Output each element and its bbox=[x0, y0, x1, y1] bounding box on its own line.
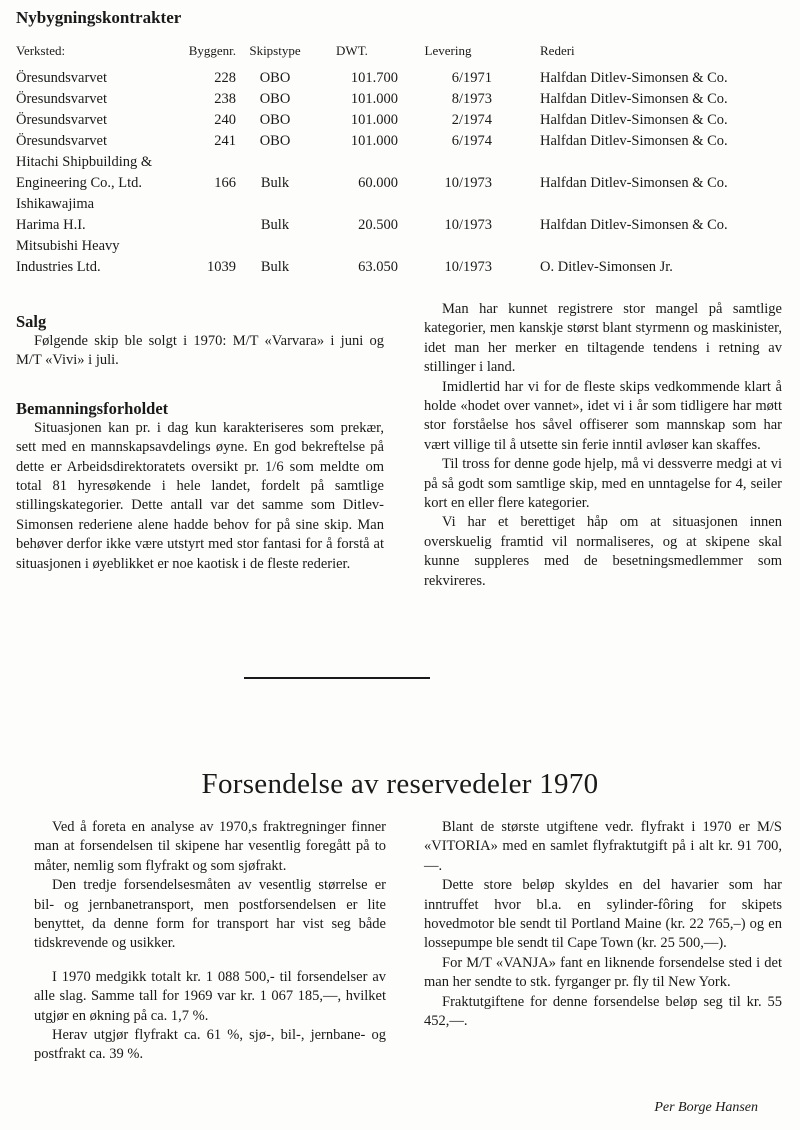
ship-type-cell-value: Bulk bbox=[260, 259, 290, 275]
delivery-cell bbox=[404, 194, 512, 236]
ship-type-cell bbox=[244, 131, 306, 152]
delivery-cell bbox=[404, 131, 512, 152]
ship-type-cell bbox=[244, 68, 306, 89]
build-number-cell-value: 240 bbox=[214, 112, 236, 128]
delivery-cell-value: 10/1973 bbox=[444, 259, 492, 275]
article-right-column bbox=[424, 818, 782, 1031]
build-number-cell-value: 166 bbox=[214, 175, 236, 191]
dwt-cell-value: 101.000 bbox=[350, 91, 398, 107]
bemanning-paragraph-1: Situasjonen kan pr. i dag kun karakteriseres som prekær, sett med en mannskapsavdelings øyne. En god bekreftelse på dette er Arbeidsdirektoratets oversikt pr. 1/6 som meldte om total 81 hyresøkende i hele landet, fordelt på samtlige stillingskategorier. Dette antall var det samme som Ditlev-Simonsen rederiene alene hadde behov for på sine skip. Man behøver derfor ikke være utstyrt med stor fantasi for å forstå at situasjonen i øyeblikket er noe kaotisk i de fleste rederier. bbox=[16, 419, 384, 572]
yard-cell bbox=[16, 89, 174, 110]
article-left-paragraph-3: I 1970 medgikk totalt kr. 1 088 500,- til forsendelser av alle slag. Samme tall for 1969 var kr. 1 067 185,—, hvilket utgjør en økning på ca. 1,7 %. bbox=[34, 968, 386, 1024]
owner-cell-value: O. Ditlev-Simonsen Jr. bbox=[540, 259, 673, 275]
article-right-paragraph-3: For M/T «VANJA» fant en liknende forsendelse sted i det man her sendte to stk. fyrganger pr. fly til New York. bbox=[424, 954, 782, 991]
column-header-delivery: Levering bbox=[424, 43, 472, 58]
table-row bbox=[16, 131, 736, 152]
table-row bbox=[16, 152, 736, 194]
dwt-cell bbox=[306, 89, 404, 110]
yard-cell bbox=[16, 110, 174, 131]
build-number-cell-value: 238 bbox=[214, 91, 236, 107]
section-divider bbox=[244, 677, 430, 679]
owner-cell-value: Halfdan Ditlev-Simonsen & Co. bbox=[540, 112, 728, 128]
dwt-cell-value: 101.000 bbox=[350, 133, 398, 149]
right-column bbox=[424, 300, 782, 591]
owner-cell bbox=[512, 68, 736, 89]
build-number-cell-value: 241 bbox=[214, 133, 236, 149]
yard-name-line-1: Mitsubishi Heavy bbox=[16, 238, 120, 254]
owner-cell-value: Halfdan Ditlev-Simonsen & Co. bbox=[540, 70, 728, 86]
bemanning-paragraph-3: Imidlertid har vi for de fleste skips vedkommende klart å holde «hodet over vannet», idet vi i år som tidligere har møtt stor forståelse hos såvel offiserer som mannskap som har vært villige til å utsette sin ferie inntil avløser kan skaffes. bbox=[424, 378, 782, 453]
ship-type-cell-value: OBO bbox=[259, 133, 291, 149]
ship-type-cell bbox=[244, 194, 306, 236]
article-left-paragraph-4: Herav utgjør flyfrakt ca. 61 %, sjø-, bil-, jernbane- og postfrakt ca. 39 %. bbox=[34, 1027, 386, 1063]
article-left-paragraph-2: Den tredje forsendelsesmåten av vesentlig størrelse er bil- og jernbanetransport, men postforsendelsen er lite benyttet, da denne form for transport har vist seg både tidskrevende og usikker. bbox=[34, 877, 386, 952]
yard-cell bbox=[16, 236, 174, 278]
delivery-cell-value: 10/1973 bbox=[444, 175, 492, 191]
bemanning-paragraph-2: Man har kunnet registrere stor mangel på samtlige kategorier, men kanskje størst blant styrmenn og maskinister, idet man her merker en tiltagende tendens i retning av stillinger i land. bbox=[424, 301, 782, 376]
yard-name-line-1: Öresundsvarvet bbox=[16, 91, 108, 107]
dwt-cell-value: 101.000 bbox=[350, 112, 398, 128]
salg-text: Følgende skip ble solgt i 1970: M/T «Varvara» i juni og M/T «Vivi» i juli. bbox=[16, 333, 384, 369]
left-column bbox=[16, 312, 384, 574]
yard-name-line-1: Öresundsvarvet bbox=[16, 133, 108, 149]
ship-type-cell bbox=[244, 110, 306, 131]
build-number-cell bbox=[174, 152, 244, 194]
bemanning-heading: Bemanningsforholdet bbox=[16, 398, 169, 418]
owner-cell bbox=[512, 89, 736, 110]
dwt-cell-value: 60.000 bbox=[358, 175, 398, 191]
build-number-cell bbox=[174, 110, 244, 131]
table-row bbox=[16, 194, 736, 236]
article-left-column bbox=[34, 818, 386, 1065]
column-header-owner: Rederi bbox=[540, 43, 575, 58]
delivery-cell-value: 6/1971 bbox=[451, 70, 492, 86]
yard-name-line-1: Öresundsvarvet bbox=[16, 112, 108, 128]
dwt-cell bbox=[306, 131, 404, 152]
dwt-cell-value: 101.700 bbox=[350, 70, 398, 86]
bemanning-paragraph-5: Vi har et berettiget håp om at situasjonen innen overskuelig framtid vil normaliseres, og at skipene skal kunne suppleres med de besetningsmedlemmer som rekvireres. bbox=[424, 514, 782, 589]
article-right-paragraph-1: Blant de største utgiftene vedr. flyfrakt i 1970 er M/S «VITORIA» med en samlet flyfraktutgift på i alt kr. 91 700,—. bbox=[424, 819, 782, 874]
table-row bbox=[16, 68, 736, 89]
dwt-cell bbox=[306, 152, 404, 194]
owner-cell-value: Halfdan Ditlev-Simonsen & Co. bbox=[540, 133, 728, 149]
ship-type-cell-value: OBO bbox=[259, 70, 291, 86]
owner-cell bbox=[512, 236, 736, 278]
column-header-ship-type: Skipstype bbox=[249, 43, 301, 58]
owner-cell bbox=[512, 131, 736, 152]
ship-type-cell-value: Bulk bbox=[260, 175, 290, 191]
yard-cell bbox=[16, 68, 174, 89]
owner-cell bbox=[512, 194, 736, 236]
delivery-cell-value: 8/1973 bbox=[451, 91, 492, 107]
table-header-row bbox=[16, 40, 736, 68]
dwt-cell bbox=[306, 110, 404, 131]
yard-cell bbox=[16, 152, 174, 194]
owner-cell-value: Halfdan Ditlev-Simonsen & Co. bbox=[540, 175, 728, 191]
article-right-paragraph-2: Dette store beløp skyldes en del havarier som har inntruffet hvor bl.a. en sylinder-fôring for skipets hovedmotor ble sendt til Portland Maine (kr. 22 765,–) og en lossepumpe ble sendt til Cape Town (kr. 25 500,—). bbox=[424, 877, 782, 952]
salg-heading: Salg bbox=[16, 312, 47, 331]
owner-cell bbox=[512, 152, 736, 194]
delivery-cell bbox=[404, 152, 512, 194]
yard-name-line-2: Engineering Co., Ltd. bbox=[16, 175, 143, 191]
owner-cell bbox=[512, 110, 736, 131]
ship-type-cell bbox=[244, 152, 306, 194]
dwt-cell-value: 20.500 bbox=[358, 217, 398, 233]
delivery-cell-value: 6/1974 bbox=[451, 133, 492, 149]
yard-cell bbox=[16, 131, 174, 152]
ship-type-cell-value: Bulk bbox=[260, 217, 290, 233]
contracts-table bbox=[16, 40, 736, 278]
dwt-cell-value: 63.050 bbox=[358, 259, 398, 275]
table-row bbox=[16, 89, 736, 110]
article-right-paragraph-4: Fraktutgiftene for denne forsendelse beløp seg til kr. 55 452,—. bbox=[424, 993, 782, 1030]
author-signature: Per Borge Hansen bbox=[654, 1100, 758, 1115]
delivery-cell bbox=[404, 89, 512, 110]
column-header-dwt: DWT. bbox=[336, 43, 368, 58]
yard-name-line-2: Harima H.I. bbox=[16, 217, 86, 233]
build-number-cell bbox=[174, 131, 244, 152]
dwt-cell bbox=[306, 68, 404, 89]
yard-cell bbox=[16, 194, 174, 236]
build-number-cell bbox=[174, 89, 244, 110]
article-left-paragraph-1: Ved å foreta en analyse av 1970,s fraktregninger finner man at forsendelsen til skipene har vesentlig foregått på to måter, nemlig som flyfrakt og som sjøfrakt. bbox=[34, 819, 386, 874]
column-header-build-number: Byggenr. bbox=[188, 43, 236, 58]
ship-type-cell bbox=[244, 236, 306, 278]
delivery-cell-value: 10/1973 bbox=[444, 217, 492, 233]
yard-name-line-1: Ishikawajima bbox=[16, 196, 95, 212]
table-row bbox=[16, 236, 736, 278]
contracts-heading: Nybygningskontrakter bbox=[16, 8, 182, 27]
dwt-cell bbox=[306, 236, 404, 278]
yard-name-line-1: Öresundsvarvet bbox=[16, 70, 108, 86]
ship-type-cell-value: OBO bbox=[259, 112, 291, 128]
delivery-cell bbox=[404, 110, 512, 131]
build-number-cell-value: 1039 bbox=[207, 259, 236, 275]
yard-name-line-2: Industries Ltd. bbox=[16, 259, 101, 275]
ship-type-cell bbox=[244, 89, 306, 110]
build-number-cell bbox=[174, 68, 244, 89]
column-header-yard: Verksted: bbox=[16, 43, 66, 58]
owner-cell-value: Halfdan Ditlev-Simonsen & Co. bbox=[540, 91, 728, 107]
bemanning-paragraph-4: Til tross for denne gode hjelp, må vi dessverre medgi at vi på så godt som samtlige skip, med en unntagelse for 4, seiler kort en eller flere kategorier. bbox=[424, 456, 782, 512]
build-number-cell bbox=[174, 194, 244, 236]
delivery-cell bbox=[404, 68, 512, 89]
yard-name-line-1: Hitachi Shipbuilding & bbox=[16, 154, 153, 170]
table-row bbox=[16, 110, 736, 131]
delivery-cell-value: 2/1974 bbox=[451, 112, 492, 128]
owner-cell-value: Halfdan Ditlev-Simonsen & Co. bbox=[540, 217, 728, 233]
build-number-cell-value: 228 bbox=[214, 70, 236, 86]
delivery-cell bbox=[404, 236, 512, 278]
ship-type-cell-value: OBO bbox=[259, 91, 291, 107]
build-number-cell bbox=[174, 236, 244, 278]
article-title: Forsendelse av reservedeler 1970 bbox=[201, 768, 599, 800]
dwt-cell bbox=[306, 194, 404, 236]
